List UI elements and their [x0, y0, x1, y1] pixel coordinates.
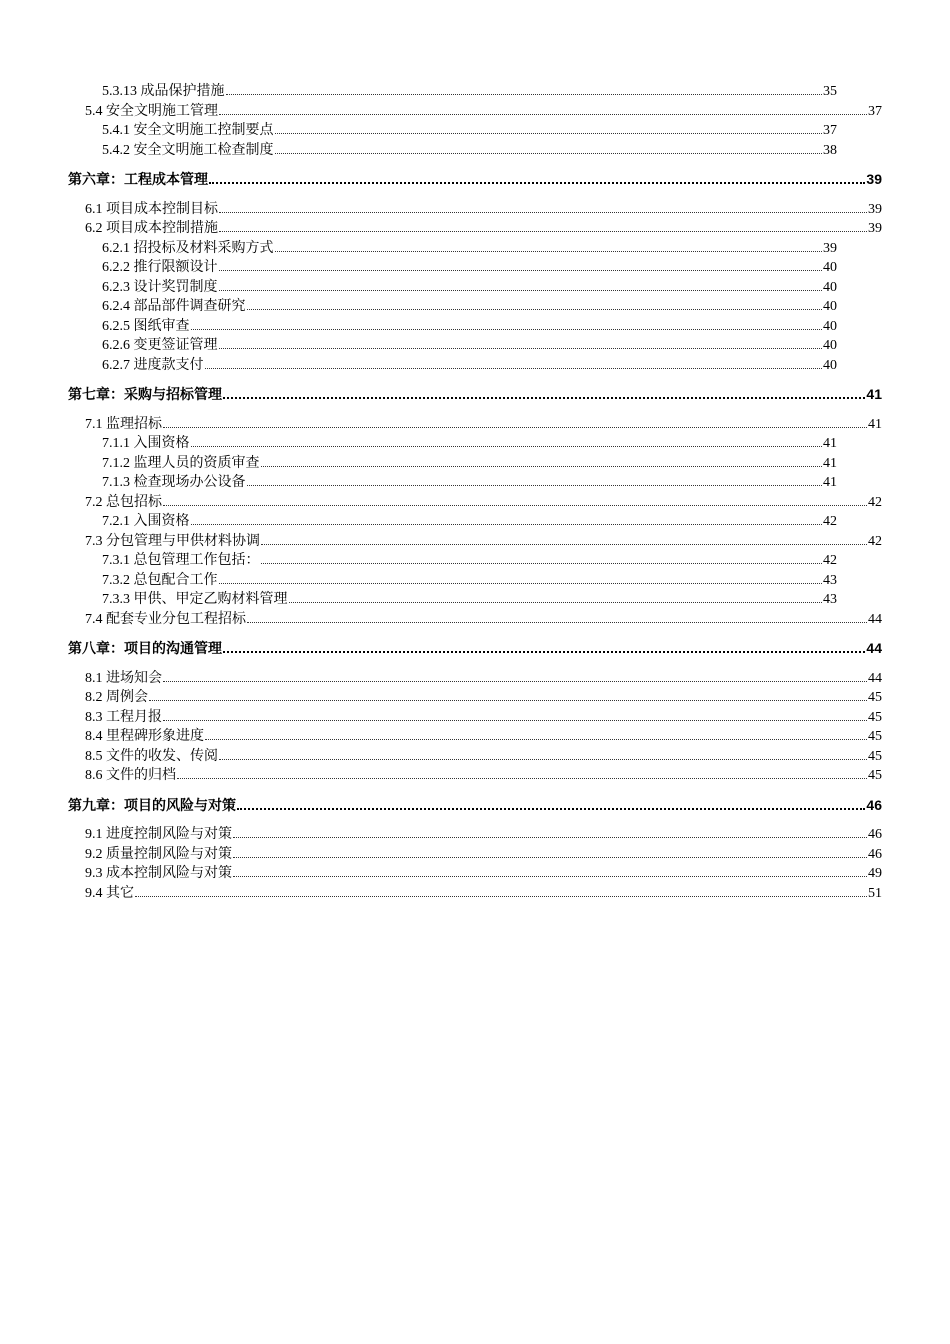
toc-entry-label: 7.2 总包招标: [85, 494, 162, 510]
toc-entry[interactable]: [85, 669, 882, 688]
toc-page-number: 40: [823, 318, 837, 334]
dot-leader: [135, 895, 867, 897]
toc-entry-label: 7.1.1 入围资格: [102, 436, 190, 451]
toc-entry[interactable]: [102, 336, 837, 355]
dot-leader: [289, 601, 823, 603]
toc-page-number: 42: [868, 494, 882, 510]
toc-entry[interactable]: [102, 258, 837, 277]
dot-leader: [247, 484, 823, 486]
toc-page-number: 38: [823, 142, 837, 158]
toc-entry[interactable]: [85, 610, 882, 629]
toc-entry-label: 第六章：工程成本管理: [68, 171, 208, 187]
toc-entry-label: 9.3 成本控制风险与对策: [85, 866, 232, 881]
dot-leader: [247, 308, 823, 310]
dot-leader: [191, 445, 823, 447]
toc-page-number: 40: [823, 279, 837, 295]
toc-entry-label: 7.1.2 监理人员的资质审查: [102, 455, 260, 471]
toc-page-number: 39: [823, 240, 837, 256]
toc-page-number: 41: [823, 475, 837, 490]
toc-page-number: 37: [823, 123, 837, 138]
dot-leader: [205, 367, 823, 369]
toc-entry-label: 5.4 安全文明施工管理: [85, 103, 218, 119]
toc-entry-label: 6.2.7 进度款支付: [102, 357, 204, 373]
toc-entry[interactable]: [85, 532, 882, 551]
toc-entry-label: 7.1 监理招标: [85, 416, 162, 432]
dot-leader: [233, 875, 867, 877]
dot-leader: [191, 523, 823, 525]
toc-page-number: 39: [868, 221, 882, 236]
toc-page-number: 40: [823, 299, 837, 314]
toc-entry[interactable]: [85, 200, 882, 219]
toc-entry[interactable]: [85, 845, 882, 864]
toc-entry[interactable]: [85, 747, 882, 766]
dot-leader: [219, 113, 867, 115]
toc-page-number: 41: [823, 455, 837, 471]
toc-page-number: 44: [868, 611, 882, 627]
dot-leader: [219, 289, 823, 291]
dot-leader: [163, 680, 867, 682]
dot-leader: [149, 699, 867, 701]
toc-entry-label: 6.2.5 图纸审查: [102, 318, 190, 334]
toc-entry-label: 5.3.13 成品保护措施: [102, 84, 225, 99]
toc-entry-label: 8.2 周例会: [85, 690, 148, 705]
toc-entry[interactable]: [102, 512, 837, 531]
dot-leader: [275, 152, 823, 154]
dot-leader: [219, 758, 867, 760]
toc-chapter-entry[interactable]: [68, 385, 882, 404]
dot-leader: [233, 856, 867, 858]
dot-leader: [275, 250, 823, 252]
toc-entry-label: 7.3 分包管理与甲供材料协调: [85, 533, 260, 549]
toc-entry[interactable]: [102, 297, 837, 316]
toc-entry[interactable]: [85, 766, 882, 785]
toc-entry[interactable]: [102, 454, 837, 473]
toc-entry-label: 9.2 质量控制风险与对策: [85, 846, 232, 862]
toc-entry[interactable]: [85, 825, 882, 844]
toc-entry[interactable]: [85, 864, 882, 883]
toc-entry[interactable]: [85, 884, 882, 903]
toc-entry-label: 6.2.3 设计奖罚制度: [102, 279, 218, 295]
toc-entry-label: 9.1 进度控制风险与对策: [85, 827, 232, 842]
dot-leader: [219, 347, 823, 349]
toc-entry-label: 8.5 文件的收发、传阅: [85, 748, 218, 764]
toc-entry[interactable]: [85, 493, 882, 512]
toc-page-number: 42: [823, 553, 837, 568]
dot-leader: [205, 738, 867, 740]
toc-entry[interactable]: [102, 317, 837, 336]
dot-leader: [219, 230, 867, 232]
toc-entry-label: 第七章：采购与招标管理: [68, 386, 222, 402]
toc-entry-label: 7.3.3 甲供、甲定乙购材料管理: [102, 592, 288, 607]
toc-entry[interactable]: [102, 356, 837, 375]
toc-page-number: 43: [823, 572, 837, 588]
toc-page-number: 45: [868, 768, 882, 783]
toc-entry-label: 第八章：项目的沟通管理: [68, 640, 222, 656]
toc-page-number: 46: [868, 827, 882, 842]
toc-entry-label: 7.1.3 检查现场办公设备: [102, 475, 246, 490]
dot-leader: [223, 650, 865, 653]
toc-entry-label: 第九章：项目的风险与对策: [68, 796, 236, 813]
toc-page-number: 42: [823, 514, 837, 529]
toc-page-number: 51: [868, 885, 882, 901]
toc-entry-label: 7.2.1 入围资格: [102, 514, 190, 529]
dot-leader: [275, 132, 823, 134]
dot-leader: [209, 181, 865, 184]
toc-entry[interactable]: [85, 415, 882, 434]
toc-entry[interactable]: [85, 708, 882, 727]
dot-leader: [191, 328, 823, 330]
toc-entry-label: 6.2.4 部品部件调查研究: [102, 299, 246, 314]
dot-leader: [261, 543, 867, 545]
dot-leader: [163, 719, 867, 721]
toc-page-number: 44: [866, 640, 882, 656]
toc-entry[interactable]: [102, 434, 837, 453]
dot-leader: [177, 777, 867, 779]
toc-page-number: 40: [823, 357, 837, 373]
dot-leader: [247, 621, 867, 623]
toc-chapter-entry[interactable]: [68, 639, 882, 658]
toc-entry-label: 6.2.1 招投标及材料采购方式: [102, 240, 274, 256]
dot-leader: [226, 93, 823, 95]
dot-leader: [237, 807, 865, 810]
toc-entry-label: 5.4.2 安全文明施工检查制度: [102, 142, 274, 158]
dot-leader: [233, 836, 867, 838]
toc-entry[interactable]: [85, 102, 882, 121]
dot-leader: [219, 582, 823, 584]
toc-page-number: 49: [868, 866, 882, 881]
toc-page-number: 40: [823, 338, 837, 353]
toc-page-number: 45: [868, 748, 882, 764]
toc-entry[interactable]: [85, 219, 882, 238]
toc-entry-label: 8.6 文件的归档: [85, 768, 176, 783]
toc-entry[interactable]: [85, 727, 882, 746]
toc-entry-label: 6.2.2 推行限额设计: [102, 260, 218, 275]
toc-entry[interactable]: [102, 590, 837, 609]
toc-page-number: 45: [868, 690, 882, 705]
toc-page-number: 41: [866, 386, 882, 402]
toc-entry[interactable]: [102, 239, 837, 258]
toc-entry-label: 7.4 配套专业分包工程招标: [85, 611, 246, 627]
toc-entry-label: 7.3.1 总包管理工作包括：: [102, 553, 260, 568]
toc-entry-label: 9.4 其它: [85, 885, 134, 901]
toc-page-number: 42: [868, 533, 882, 549]
toc-page-number: 37: [868, 103, 882, 119]
dot-leader: [223, 396, 865, 399]
toc-entry[interactable]: [102, 82, 837, 101]
toc-entry[interactable]: [102, 121, 837, 140]
toc-entry-label: 6.1 项目成本控制目标: [85, 201, 218, 217]
dot-leader: [163, 426, 867, 428]
toc-page-number: 45: [868, 709, 882, 725]
toc-entry-label: 6.2.6 变更签证管理: [102, 338, 218, 353]
dot-leader: [261, 562, 823, 564]
toc-page-number: 46: [866, 796, 882, 813]
toc-entry[interactable]: [85, 688, 882, 707]
dot-leader: [219, 269, 823, 271]
toc-page-number: 44: [868, 670, 882, 686]
toc-entry-label: 8.3 工程月报: [85, 709, 162, 725]
toc-page-number: 39: [868, 201, 882, 217]
toc-entry-label: 8.4 里程碑形象进度: [85, 729, 204, 744]
toc-chapter-entry[interactable]: [68, 170, 882, 189]
toc-page-number: 35: [823, 84, 837, 99]
toc-entry-label: 6.2 项目成本控制措施: [85, 221, 218, 236]
toc-entry[interactable]: [102, 571, 837, 590]
toc-page-number: 39: [866, 171, 882, 187]
toc-entry-label: 5.4.1 安全文明施工控制要点: [102, 123, 274, 138]
toc-entry-label: 8.1 进场知会: [85, 670, 162, 686]
toc-page-number: 45: [868, 729, 882, 744]
dot-leader: [219, 211, 867, 213]
toc-page-number: 46: [868, 846, 882, 862]
toc-entry[interactable]: [102, 141, 837, 160]
toc-page-number: 43: [823, 592, 837, 607]
toc-entry-label: 7.3.2 总包配合工作: [102, 572, 218, 588]
toc-chapter-entry[interactable]: [68, 796, 882, 815]
toc-page-number: 41: [823, 436, 837, 451]
dot-leader: [261, 465, 823, 467]
toc-page-number: 41: [868, 416, 882, 432]
toc-entry[interactable]: [102, 278, 837, 297]
dot-leader: [163, 504, 867, 506]
toc-page-number: 40: [823, 260, 837, 275]
toc-entry[interactable]: [102, 473, 837, 492]
toc-entry[interactable]: [102, 551, 837, 570]
